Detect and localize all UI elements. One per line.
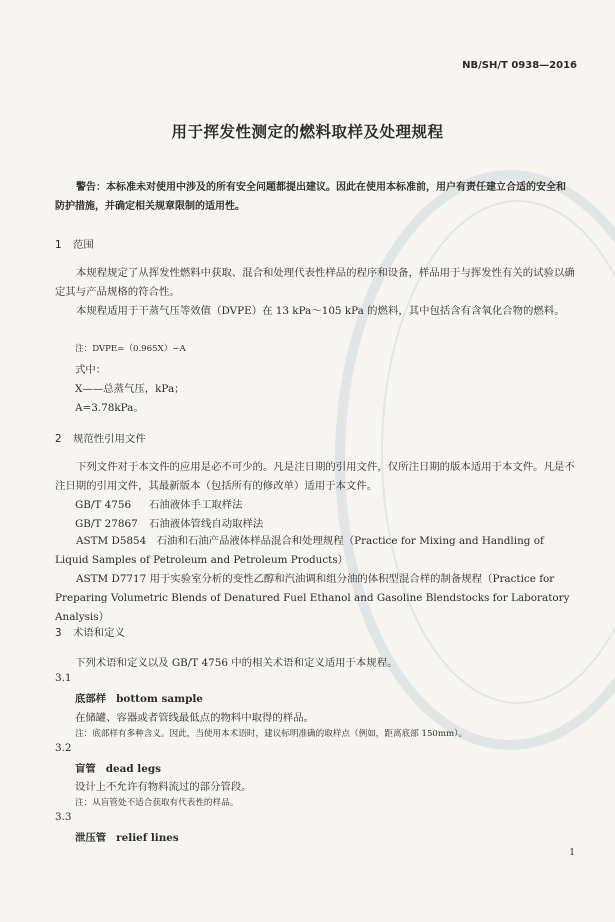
term-cn: 盲管 [75, 763, 96, 775]
section-number: 2 [55, 433, 62, 445]
term-cn: 底部样 [75, 693, 107, 705]
section-2-heading [55, 430, 146, 445]
reference-item [75, 515, 263, 530]
reference-code: GB/T 27867 [75, 518, 138, 530]
term-definition: 设计上不允许有物料流过的部分管段。 [75, 781, 252, 793]
term-number: 3.2 [55, 742, 72, 754]
term-note: 注：底部样有多种含义。因此，当使用本术语时，建议标明准确的取样点（例如，距离底部 150mm）。 [75, 729, 468, 739]
section-title: 规范性引用文件 [73, 433, 146, 445]
reference-title: 石油液体手工取样法 [149, 499, 243, 511]
term-number: 3.1 [55, 672, 72, 684]
page-number: 1 [569, 848, 575, 858]
reference-astm-d5854: ASTM D5854 石油和石油产品液体样品混合和处理规程（Practice for Mixing and Handling of Liquid Samples of Petroleum and Petroleum Products） [55, 535, 544, 566]
reference-item [75, 496, 243, 511]
section-number: 1 [55, 239, 62, 251]
term-heading [75, 760, 161, 775]
term-cn: 泄压管 [75, 832, 107, 844]
term-definition: 在储罐、容器或者管线最低点的物料中取得的样品。 [75, 712, 314, 724]
scope-paragraph-2: 本规程适用于干蒸气压等效值（DVPE）在 13 kPa～105 kPa 的燃料，其中包括含有含氧化合物的燃料。 [76, 305, 565, 317]
section-3-heading [55, 624, 125, 639]
section-number: 3 [55, 627, 62, 639]
section-title: 术语和定义 [73, 627, 125, 639]
terms-intro: 下列术语和定义以及 GB/T 4756 中的相关术语和定义适用于本规程。 [75, 657, 398, 669]
term-heading [75, 829, 179, 844]
variable-x: X——总蒸气压，kPa； [75, 383, 185, 395]
scope-paragraph-1: 本规程规定了从挥发性燃料中获取、混合和处理代表性样品的程序和设备，样品用于与挥发性有关的试验以确定其与产品规格的符合性。 [55, 267, 575, 298]
variable-a: A=3.78kPa。 [75, 402, 144, 414]
formula-note: 注：DVPE=（0.965X）−A [75, 344, 186, 354]
reference-astm-d7717: ASTM D7717 用于实验室分析的变性乙醇和汽油调和组分油的体积型混合样的制备规程（Practice for Preparing Volumetric Blends of Denatured Fuel Ethanol and Gasoline Blendstocks for Laboratory Analysis） [55, 573, 570, 623]
term-number: 3.3 [55, 811, 72, 823]
term-en: bottom sample [116, 693, 203, 705]
formula-where: 式中： [75, 364, 107, 376]
reference-title: 石油液体管线自动取样法 [149, 518, 264, 530]
reference-code: GB/T 4756 [75, 499, 132, 511]
standard-code: NB/SH/T 0938—2016 [462, 60, 577, 71]
term-note: 注：从盲管处不适合获取有代表性的样品。 [75, 798, 239, 808]
document-title: 用于挥发性测定的燃料取样及处理规程 [171, 123, 444, 141]
warning-paragraph: 警告：本标准未对使用中涉及的所有安全问题都提出建议。因此在使用本标准前，用户有责任建立合适的安全和防护措施，并确定相关规章限制的适用性。 [55, 182, 566, 212]
references-intro: 下列文件对于本文件的应用是必不可少的。凡是注日期的引用文件，仅所注日期的版本适用于本文件。凡是不注日期的引用文件，其最新版本（包括所有的修改单）适用于本文件。 [55, 461, 575, 492]
term-heading [75, 690, 203, 705]
term-en: relief lines [116, 832, 179, 844]
section-title: 范围 [73, 239, 94, 251]
term-en: dead legs [105, 763, 161, 775]
section-1-heading [55, 236, 94, 251]
